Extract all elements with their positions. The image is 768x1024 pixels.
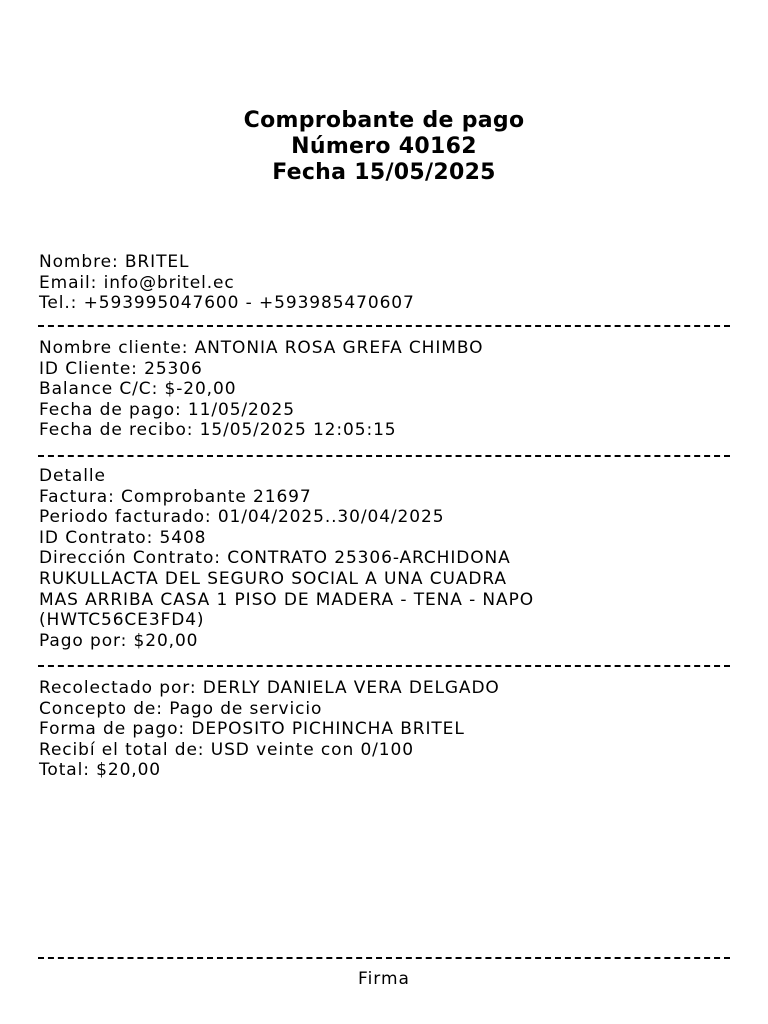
- dashed-divider: [38, 455, 730, 457]
- payment-for: Pago por: $20,00: [39, 630, 199, 651]
- collection-info: [39, 678, 739, 781]
- billing-period: Periodo facturado: 01/04/2025..30/04/2025: [39, 507, 445, 528]
- signature-line: [38, 957, 730, 959]
- company-info: [39, 252, 739, 314]
- invoice: Factura: Comprobante 21697: [39, 486, 312, 507]
- collected-by: Recolectado por: DERLY DANIELA VERA DELGADO: [39, 678, 500, 698]
- receipt-title: Comprobante de pago: [243, 108, 525, 133]
- receipt-header: [0, 108, 768, 186]
- received-total: Recibí el total de: USD veinte con 0/100: [39, 739, 414, 760]
- total: Total: $20,00: [39, 760, 162, 781]
- detail-info: [39, 466, 739, 651]
- receipt-datetime: Fecha de recibo: 15/05/2025 12:05:15: [39, 420, 397, 441]
- client-info: [39, 338, 739, 441]
- detail-heading: Detalle: [39, 466, 106, 486]
- company-name: Nombre: BRITEL: [39, 252, 190, 272]
- client-name: Nombre cliente: ANTONIA ROSA GREFA CHIMBO: [39, 338, 484, 358]
- payment-method: Forma de pago: DEPOSITO PICHINCHA BRITEL: [39, 719, 465, 740]
- contract-id: ID Contrato: 5408: [39, 527, 207, 548]
- receipt-date: Fecha 15/05/2025: [272, 160, 496, 185]
- signature-label: Firma: [358, 969, 410, 989]
- company-email: Email: info@britel.ec: [39, 272, 235, 293]
- client-id: ID Cliente: 25306: [39, 358, 203, 379]
- client-balance: Balance C/C: $-20,00: [39, 379, 237, 400]
- receipt-number: Número 40162: [291, 134, 477, 159]
- contract-address-line: MAS ARRIBA CASA 1 PISO DE MADERA - TENA - NAPO: [39, 589, 535, 610]
- contract-address-code: (HWTC56CE3FD4): [39, 610, 205, 631]
- contract-address-line: Dirección Contrato: CONTRATO 25306-ARCHIDONA: [39, 548, 511, 569]
- concept: Concepto de: Pago de servicio: [39, 698, 323, 719]
- payment-date: Fecha de pago: 11/05/2025: [39, 399, 295, 420]
- company-phone: Tel.: +593995047600 - +593985470607: [39, 293, 415, 314]
- dashed-divider: [38, 325, 730, 327]
- dashed-divider: [38, 665, 730, 667]
- contract-address-line: RUKULLACTA DEL SEGURO SOCIAL A UNA CUADRA: [39, 568, 507, 589]
